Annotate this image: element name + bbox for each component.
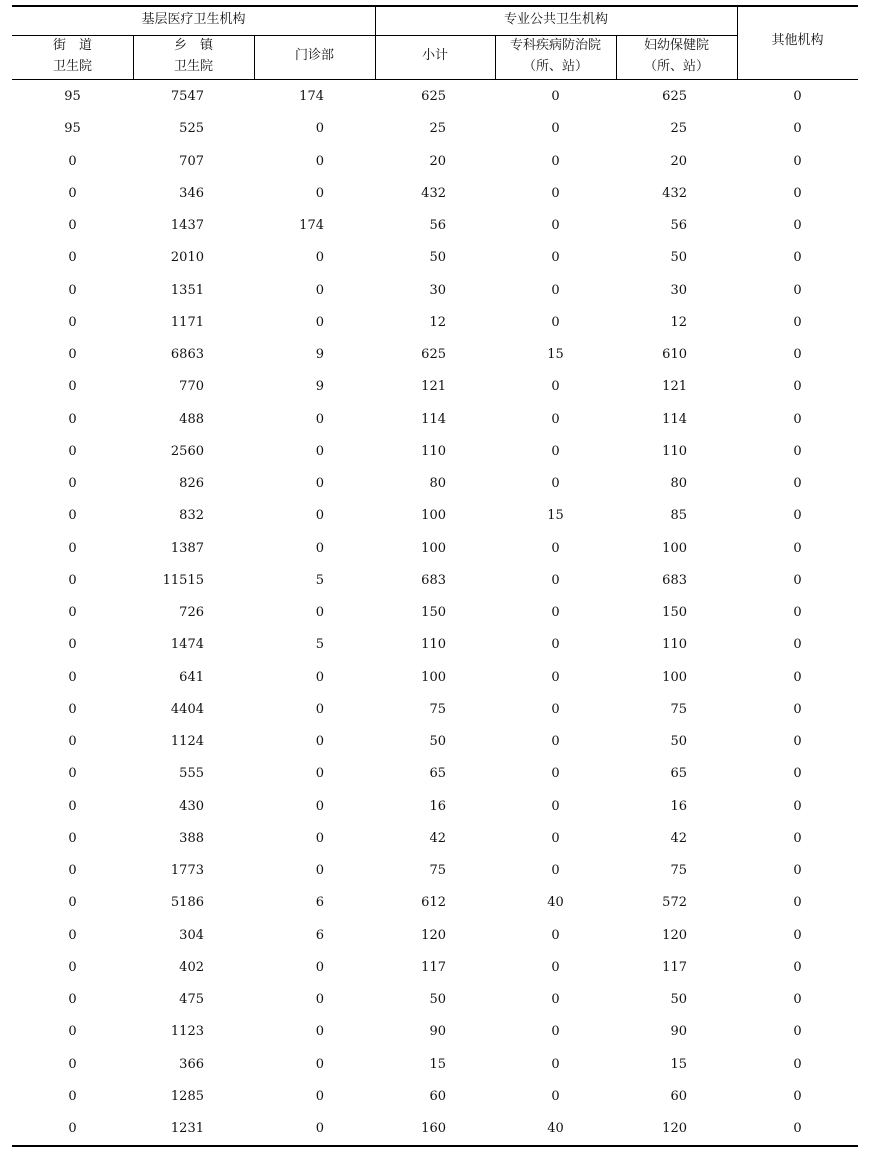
cell-township-health-center: 4404 (170, 702, 204, 717)
cell-disease-prevention: 0 (551, 605, 560, 620)
cell-maternal-child: 100 (662, 541, 687, 556)
cell-outpatient-clinic: 0 (315, 799, 324, 814)
cell-subtotal: 20 (429, 154, 446, 169)
cell-subtotal: 30 (429, 283, 446, 298)
cell-street-health-center: 0 (68, 734, 77, 749)
col-other-institutions-header: 其他机构 (771, 33, 824, 48)
cell-maternal-child: 65 (670, 766, 687, 781)
cell-township-health-center: 488 (179, 412, 204, 427)
cell-subtotal: 75 (429, 863, 446, 878)
cell-other-institutions: 0 (793, 508, 802, 523)
cell-subtotal: 117 (421, 960, 446, 975)
cell-street-health-center: 0 (68, 670, 77, 685)
cell-outpatient-clinic: 0 (315, 412, 324, 427)
cell-disease-prevention: 0 (551, 315, 560, 330)
table-bottom-rule (12, 1145, 858, 1147)
cell-other-institutions: 0 (793, 89, 802, 104)
cell-subtotal: 625 (421, 89, 446, 104)
group-public-health-header: 专业公共卫生机构 (503, 12, 608, 27)
cell-township-health-center: 6863 (170, 347, 204, 362)
cell-maternal-child: 16 (670, 799, 687, 814)
cell-subtotal: 56 (429, 218, 446, 233)
cell-maternal-child: 90 (670, 1024, 687, 1039)
cell-disease-prevention: 0 (551, 476, 560, 491)
cell-outpatient-clinic: 0 (315, 766, 324, 781)
cell-other-institutions: 0 (793, 605, 802, 620)
cell-other-institutions: 0 (793, 573, 802, 588)
cell-street-health-center: 0 (68, 1024, 77, 1039)
cell-disease-prevention: 0 (551, 799, 560, 814)
cell-subtotal: 50 (429, 734, 446, 749)
cell-street-health-center: 0 (68, 154, 77, 169)
cell-subtotal: 612 (421, 895, 446, 910)
cell-township-health-center: 2010 (170, 250, 204, 265)
cell-other-institutions: 0 (793, 799, 802, 814)
cell-disease-prevention: 0 (551, 863, 560, 878)
cell-outpatient-clinic: 0 (315, 186, 324, 201)
cell-township-health-center: 1474 (170, 637, 204, 652)
cell-other-institutions: 0 (793, 831, 802, 846)
cell-disease-prevention: 0 (551, 1024, 560, 1039)
cell-maternal-child: 110 (662, 444, 687, 459)
cell-disease-prevention: 0 (551, 541, 560, 556)
cell-other-institutions: 0 (793, 766, 802, 781)
cell-subtotal: 15 (429, 1057, 446, 1072)
cell-disease-prevention: 0 (551, 702, 560, 717)
cell-outpatient-clinic: 174 (299, 218, 324, 233)
cell-other-institutions: 0 (793, 476, 802, 491)
cell-outpatient-clinic: 0 (315, 121, 324, 136)
cell-subtotal: 100 (421, 541, 446, 556)
cell-maternal-child: 80 (670, 476, 687, 491)
cell-street-health-center: 0 (68, 605, 77, 620)
cell-street-health-center: 0 (68, 347, 77, 362)
cell-other-institutions: 0 (793, 670, 802, 685)
cell-other-institutions: 0 (793, 992, 802, 1007)
cell-maternal-child: 50 (670, 734, 687, 749)
cell-township-health-center: 832 (179, 508, 204, 523)
cell-subtotal: 120 (421, 928, 446, 943)
cell-maternal-child: 60 (670, 1089, 687, 1104)
cell-street-health-center: 95 (64, 121, 81, 136)
col-maternal-child-line2: （所、站） (643, 59, 709, 74)
cell-outpatient-clinic: 0 (315, 670, 324, 685)
cell-other-institutions: 0 (793, 928, 802, 943)
cell-outpatient-clinic: 0 (315, 960, 324, 975)
cell-other-institutions: 0 (793, 960, 802, 975)
cell-outpatient-clinic: 0 (315, 508, 324, 523)
cell-maternal-child: 75 (670, 702, 687, 717)
cell-disease-prevention: 0 (551, 766, 560, 781)
cell-outpatient-clinic: 5 (315, 637, 324, 652)
cell-street-health-center: 0 (68, 637, 77, 652)
cell-subtotal: 90 (429, 1024, 446, 1039)
cell-township-health-center: 11515 (162, 573, 204, 588)
cell-other-institutions: 0 (793, 1089, 802, 1104)
cell-other-institutions: 0 (793, 541, 802, 556)
cell-street-health-center: 0 (68, 831, 77, 846)
cell-township-health-center: 366 (179, 1057, 204, 1072)
cell-disease-prevention: 0 (551, 734, 560, 749)
cell-township-health-center: 641 (179, 670, 204, 685)
cell-other-institutions: 0 (793, 347, 802, 362)
cell-outpatient-clinic: 0 (315, 154, 324, 169)
cell-disease-prevention: 0 (551, 960, 560, 975)
cell-disease-prevention: 40 (547, 1121, 564, 1136)
cell-outpatient-clinic: 0 (315, 1057, 324, 1072)
col-street-health-center-line2: 卫生院 (52, 59, 92, 74)
cell-subtotal: 75 (429, 702, 446, 717)
cell-township-health-center: 1773 (170, 863, 204, 878)
cell-other-institutions: 0 (793, 121, 802, 136)
cell-street-health-center: 95 (64, 89, 81, 104)
cell-township-health-center: 826 (179, 476, 204, 491)
cell-street-health-center: 0 (68, 895, 77, 910)
cell-maternal-child: 120 (662, 1121, 687, 1136)
cell-maternal-child: 432 (662, 186, 687, 201)
cell-subtotal: 50 (429, 992, 446, 1007)
cell-maternal-child: 25 (670, 121, 687, 136)
cell-street-health-center: 0 (68, 928, 77, 943)
cell-street-health-center: 0 (68, 992, 77, 1007)
cell-outpatient-clinic: 0 (315, 541, 324, 556)
cell-disease-prevention: 0 (551, 992, 560, 1007)
cell-disease-prevention: 0 (551, 573, 560, 588)
cell-township-health-center: 1387 (170, 541, 204, 556)
cell-township-health-center: 5186 (170, 895, 204, 910)
cell-disease-prevention: 0 (551, 1057, 560, 1072)
cell-street-health-center: 0 (68, 702, 77, 717)
cell-maternal-child: 30 (670, 283, 687, 298)
cell-township-health-center: 525 (179, 121, 204, 136)
cell-subtotal: 100 (421, 508, 446, 523)
cell-township-health-center: 707 (179, 154, 204, 169)
cell-township-health-center: 475 (179, 992, 204, 1007)
cell-disease-prevention: 0 (551, 250, 560, 265)
col-disease-prevention-line2: （所、站） (522, 59, 588, 74)
cell-township-health-center: 1123 (170, 1024, 204, 1039)
cell-street-health-center: 0 (68, 766, 77, 781)
cell-street-health-center: 0 (68, 1089, 77, 1104)
cell-subtotal: 60 (429, 1089, 446, 1104)
cell-disease-prevention: 0 (551, 831, 560, 846)
cell-disease-prevention: 0 (551, 89, 560, 104)
cell-other-institutions: 0 (793, 315, 802, 330)
cell-other-institutions: 0 (793, 734, 802, 749)
col-street-health-center-line1: 街 道 (52, 38, 92, 53)
cell-street-health-center: 0 (68, 541, 77, 556)
cell-street-health-center: 0 (68, 1121, 77, 1136)
cell-other-institutions: 0 (793, 863, 802, 878)
cell-other-institutions: 0 (793, 250, 802, 265)
cell-subtotal: 110 (421, 444, 446, 459)
cell-subtotal: 65 (429, 766, 446, 781)
cell-maternal-child: 15 (670, 1057, 687, 1072)
cell-disease-prevention: 15 (547, 347, 564, 362)
cell-other-institutions: 0 (793, 412, 802, 427)
cell-other-institutions: 0 (793, 186, 802, 201)
cell-outpatient-clinic: 0 (315, 476, 324, 491)
cell-street-health-center: 0 (68, 863, 77, 878)
col-maternal-child-line1: 妇幼保健院 (643, 38, 709, 53)
cell-subtotal: 42 (429, 831, 446, 846)
cell-outpatient-clinic: 0 (315, 863, 324, 878)
cell-township-health-center: 1124 (170, 734, 204, 749)
cell-township-health-center: 1351 (170, 283, 204, 298)
cell-maternal-child: 150 (662, 605, 687, 620)
cell-outpatient-clinic: 0 (315, 250, 324, 265)
cell-township-health-center: 1437 (170, 218, 204, 233)
cell-subtotal: 100 (421, 670, 446, 685)
cell-other-institutions: 0 (793, 379, 802, 394)
cell-outpatient-clinic: 0 (315, 315, 324, 330)
cell-outpatient-clinic: 0 (315, 702, 324, 717)
cell-disease-prevention: 0 (551, 283, 560, 298)
cell-subtotal: 150 (421, 605, 446, 620)
cell-street-health-center: 0 (68, 1057, 77, 1072)
cell-maternal-child: 117 (662, 960, 687, 975)
cell-township-health-center: 1285 (170, 1089, 204, 1104)
cell-other-institutions: 0 (793, 895, 802, 910)
header-bottom-rule (12, 79, 858, 80)
cell-maternal-child: 110 (662, 637, 687, 652)
cell-street-health-center: 0 (68, 218, 77, 233)
cell-street-health-center: 0 (68, 283, 77, 298)
cell-outpatient-clinic: 0 (315, 1121, 324, 1136)
cell-maternal-child: 100 (662, 670, 687, 685)
cell-township-health-center: 430 (179, 799, 204, 814)
cell-subtotal: 25 (429, 121, 446, 136)
col-outpatient-clinic-header: 门诊部 (294, 48, 334, 63)
cell-disease-prevention: 0 (551, 379, 560, 394)
cell-outpatient-clinic: 0 (315, 1024, 324, 1039)
cell-maternal-child: 121 (662, 379, 687, 394)
cell-outpatient-clinic: 6 (315, 895, 324, 910)
cell-outpatient-clinic: 0 (315, 831, 324, 846)
cell-subtotal: 121 (421, 379, 446, 394)
col-subtotal-header: 小计 (421, 48, 448, 63)
cell-subtotal: 114 (421, 412, 446, 427)
cell-township-health-center: 346 (179, 186, 204, 201)
cell-maternal-child: 50 (670, 992, 687, 1007)
cell-maternal-child: 42 (670, 831, 687, 846)
cell-other-institutions: 0 (793, 218, 802, 233)
cell-township-health-center: 2560 (170, 444, 204, 459)
cell-township-health-center: 304 (179, 928, 204, 943)
cell-outpatient-clinic: 0 (315, 992, 324, 1007)
cell-township-health-center: 770 (179, 379, 204, 394)
cell-other-institutions: 0 (793, 1121, 802, 1136)
cell-outpatient-clinic: 9 (315, 347, 324, 362)
cell-disease-prevention: 0 (551, 444, 560, 459)
cell-maternal-child: 610 (662, 347, 687, 362)
cell-outpatient-clinic: 9 (315, 379, 324, 394)
cell-outpatient-clinic: 0 (315, 444, 324, 459)
cell-street-health-center: 0 (68, 186, 77, 201)
cell-township-health-center: 7547 (170, 89, 204, 104)
cell-disease-prevention: 0 (551, 670, 560, 685)
cell-street-health-center: 0 (68, 508, 77, 523)
cell-township-health-center: 402 (179, 960, 204, 975)
cell-maternal-child: 75 (670, 863, 687, 878)
cell-subtotal: 160 (421, 1121, 446, 1136)
cell-disease-prevention: 0 (551, 186, 560, 201)
cell-outpatient-clinic: 174 (299, 89, 324, 104)
cell-other-institutions: 0 (793, 1057, 802, 1072)
cell-other-institutions: 0 (793, 702, 802, 717)
cell-outpatient-clinic: 6 (315, 928, 324, 943)
cell-subtotal: 110 (421, 637, 446, 652)
cell-maternal-child: 120 (662, 928, 687, 943)
cell-subtotal: 12 (429, 315, 446, 330)
cell-maternal-child: 56 (670, 218, 687, 233)
cell-outpatient-clinic: 0 (315, 734, 324, 749)
cell-outpatient-clinic: 0 (315, 283, 324, 298)
cell-maternal-child: 572 (662, 895, 687, 910)
cell-subtotal: 432 (421, 186, 446, 201)
cell-disease-prevention: 15 (547, 508, 564, 523)
cell-subtotal: 625 (421, 347, 446, 362)
cell-subtotal: 16 (429, 799, 446, 814)
table-top-rule (12, 5, 858, 7)
cell-maternal-child: 114 (662, 412, 687, 427)
col-township-health-center-line2: 卫生院 (173, 59, 213, 74)
cell-street-health-center: 0 (68, 960, 77, 975)
cell-street-health-center: 0 (68, 379, 77, 394)
cell-other-institutions: 0 (793, 444, 802, 459)
cell-disease-prevention: 40 (547, 895, 564, 910)
cell-street-health-center: 0 (68, 799, 77, 814)
cell-subtotal: 683 (421, 573, 446, 588)
cell-disease-prevention: 0 (551, 928, 560, 943)
cell-street-health-center: 0 (68, 476, 77, 491)
cell-maternal-child: 12 (670, 315, 687, 330)
cell-township-health-center: 388 (179, 831, 204, 846)
col-disease-prevention-line1: 专科疾病防治院 (509, 38, 601, 53)
cell-subtotal: 50 (429, 250, 446, 265)
cell-disease-prevention: 0 (551, 121, 560, 136)
cell-maternal-child: 20 (670, 154, 687, 169)
cell-township-health-center: 1171 (170, 315, 204, 330)
cell-street-health-center: 0 (68, 444, 77, 459)
cell-disease-prevention: 0 (551, 637, 560, 652)
cell-maternal-child: 683 (662, 573, 687, 588)
cell-other-institutions: 0 (793, 637, 802, 652)
cell-maternal-child: 50 (670, 250, 687, 265)
cell-street-health-center: 0 (68, 315, 77, 330)
cell-other-institutions: 0 (793, 283, 802, 298)
cell-subtotal: 80 (429, 476, 446, 491)
cell-other-institutions: 0 (793, 1024, 802, 1039)
cell-street-health-center: 0 (68, 412, 77, 427)
cell-maternal-child: 625 (662, 89, 687, 104)
cell-disease-prevention: 0 (551, 412, 560, 427)
cell-outpatient-clinic: 0 (315, 605, 324, 620)
cell-disease-prevention: 0 (551, 1089, 560, 1104)
col-township-health-center-line1: 乡 镇 (173, 38, 213, 53)
cell-township-health-center: 1231 (170, 1121, 204, 1136)
cell-street-health-center: 0 (68, 573, 77, 588)
cell-disease-prevention: 0 (551, 218, 560, 233)
cell-street-health-center: 0 (68, 250, 77, 265)
cell-other-institutions: 0 (793, 154, 802, 169)
cell-outpatient-clinic: 5 (315, 573, 324, 588)
group-basic-medical-header: 基层医疗卫生机构 (141, 12, 246, 27)
cell-township-health-center: 555 (179, 766, 204, 781)
cell-township-health-center: 726 (179, 605, 204, 620)
cell-disease-prevention: 0 (551, 154, 560, 169)
cell-maternal-child: 85 (670, 508, 687, 523)
cell-outpatient-clinic: 0 (315, 1089, 324, 1104)
